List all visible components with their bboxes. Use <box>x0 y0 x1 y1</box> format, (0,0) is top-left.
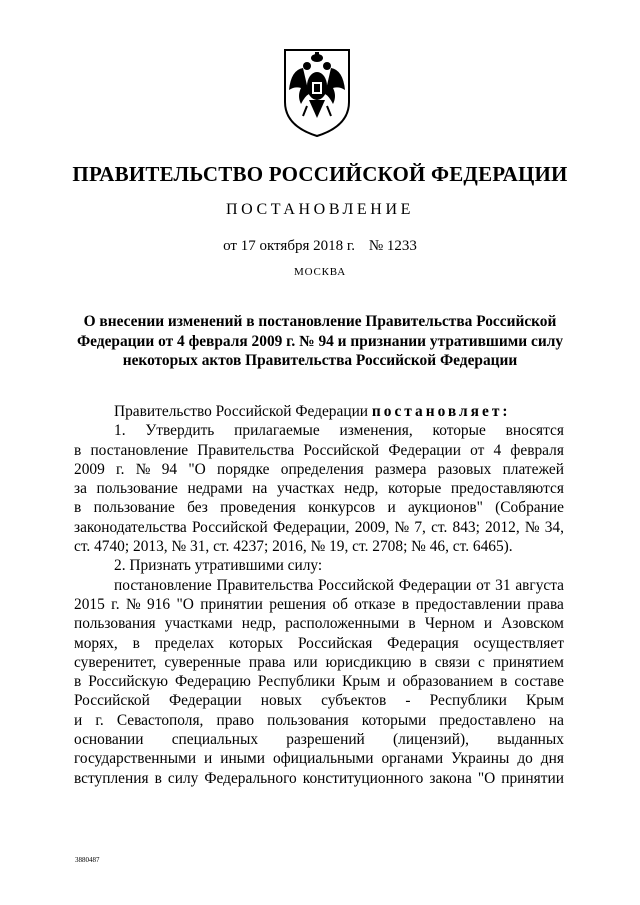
body-line: 2. Признать утратившими силу: <box>114 557 323 575</box>
date-line <box>0 238 640 255</box>
government-title: ПРАВИТЕЛЬСТВО РОССИЙСКОЙ ФЕДЕРАЦИИ <box>72 162 568 186</box>
body-line: в постановление Правительства Российской Федерации от 4 февраля <box>74 441 564 459</box>
document-subject <box>60 312 580 371</box>
document-body <box>74 402 564 788</box>
body-line: 2015 г. № 916 "О принятии решения об отказе в предоставлении права <box>74 595 564 613</box>
body-line: вступления в силу Федерального конституционного закона "О принятии <box>74 769 564 787</box>
body-line: 2009 г. № 94 "О порядке определения размера разовых платежей <box>74 460 564 478</box>
intro-text: Правительство Российской Федерации <box>114 403 369 420</box>
body-line: в пользование без проведения конкурсов и аукционов" (Собрание <box>74 499 564 517</box>
document-number: № 1233 <box>368 238 417 254</box>
body-line: основании специальных разрешений (лицензий), выданных <box>74 731 564 749</box>
body-line: за пользование недрами на участках недр, которые предоставляются <box>74 480 564 498</box>
body-line: и г. Севастополя, право пользования которыми предоставлено на <box>74 711 564 729</box>
body-line: в Российскую Федерацию Республики Крым и образованием в составе <box>74 673 564 691</box>
body-line: ст. 4740; 2013, № 31, ст. 4237; 2016, № 19, ст. 2708; № 46, ст. 6465). <box>74 538 513 556</box>
city: МОСКВА <box>294 266 346 278</box>
body-line: государственными и иными официальными органами Украины до дня <box>74 750 564 768</box>
document-type: ПОСТАНОВЛЕНИЕ <box>226 201 414 218</box>
body-line: морях, в пределах которых Российская Федерация осуществляет <box>74 634 564 652</box>
intro-line <box>74 402 564 421</box>
body-line: законодательства Российской Федерации, 2009, № 7, ст. 843; 2012, № 34, <box>74 518 564 536</box>
subject-line: Федерации от 4 февраля 2009 г. № 94 и признании утратившими силу <box>76 332 564 350</box>
body-line: суверенитет, суверенные права или юрисдикцию в связи с принятием <box>74 653 564 671</box>
body-line: постановление Правительства Российской Федерации от 31 августа <box>114 576 564 594</box>
body-line: Российской Федерации новых субъектов - Республики Крым <box>74 692 564 710</box>
document-date: от 17 октября 2018 г. <box>223 238 356 254</box>
body-line: пользования участками недр, расположенными в Черном и Азовском <box>74 615 564 633</box>
coat-of-arms-icon <box>277 44 357 140</box>
subject-line: О внесении изменений в постановление Правительства Российской <box>83 313 557 330</box>
subject-line: некоторых актов Правительства Российской Федерации <box>122 352 518 369</box>
decree-word: постановляет: <box>371 403 511 420</box>
body-line: 1. Утвердить прилагаемые изменения, которые вносятся <box>114 422 564 440</box>
document-code: 3880487 <box>75 856 100 864</box>
